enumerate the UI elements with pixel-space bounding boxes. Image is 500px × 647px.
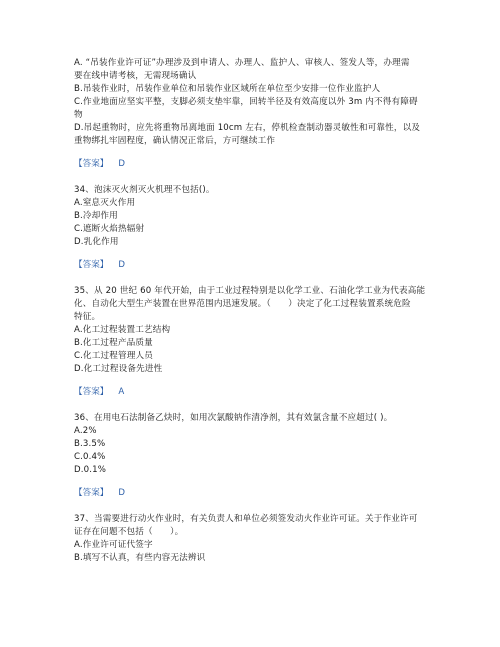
- question-stem-line-1: 37、当需要进行动火作业时，有关负责人和单位必须签发动火作业许可证。关于作业许可: [74, 514, 418, 524]
- question-list: [74, 57, 430, 565]
- option-c: C.遮断火焰热辐射: [74, 224, 145, 234]
- question-37: [74, 513, 430, 565]
- question-36: [74, 412, 430, 500]
- question-stem: 34、泡沫灭火剂灭火机理不包括()。: [74, 185, 215, 195]
- question-33: [74, 57, 430, 171]
- option-b: B.冷却作用: [74, 211, 118, 221]
- answer-value: D: [118, 159, 126, 169]
- answer-row: [74, 487, 430, 500]
- question-stem: 36、在用电石法制备乙炔时，如用次氯酸钠作清净剂，其有效氯含量不应超过( )。: [74, 413, 393, 423]
- option-a-line-2: 要在线申请考核，无需现场确认: [74, 71, 197, 81]
- question-34: [74, 184, 430, 272]
- answer-row: [74, 259, 430, 272]
- option-b-line-1: B.吊装作业时，吊装作业单位和吊装作业区域所在单位至少安排一位作业监护人: [74, 84, 381, 94]
- option-a-line-1: A. “吊装作业许可证”办理涉及到申请人、办理人、监护人、审核人、签发人等，办理需: [74, 58, 410, 68]
- option-c-line-2: 物: [74, 110, 83, 120]
- option-c-line-1: C.作业地面应坚实平整，支脚必须支垫牢靠，回转半径及有效高度以外 3m 内不得有障碍: [74, 97, 418, 107]
- option-d: D.0.1%: [74, 465, 107, 475]
- option-d: D.化工过程设备先进性: [74, 364, 163, 374]
- answer-label: 【答案】: [74, 159, 109, 169]
- question-stem-line-3: 特征。: [74, 312, 101, 322]
- option-c: C.化工过程管理人员: [74, 351, 153, 361]
- option-b: B.填写不认真，有些内容无法辨识: [74, 553, 206, 563]
- option-b: B.化工过程产品质量: [74, 338, 153, 348]
- answer-label: 【答案】: [74, 387, 109, 397]
- answer-row: [74, 158, 430, 171]
- option-b: B.3.5%: [74, 439, 106, 449]
- option-a: A.作业许可证代签字: [74, 540, 153, 550]
- question-35: [74, 285, 430, 399]
- option-a: A.窒息灭火作用: [74, 198, 136, 208]
- answer-value: D: [118, 260, 126, 270]
- question-stem-line-1: 35、从 20 世纪 60 年代开始，由于工业过程特别是以化学工业、石油化学工业为代表高能: [74, 286, 426, 296]
- answer-label: 【答案】: [74, 260, 109, 270]
- question-stem-line-2: 证存在问题不包括（ ）。: [74, 527, 184, 537]
- answer-value: A: [118, 387, 125, 397]
- option-d-line-2: 重物绑扎牢固程度，确认情况正常后，方可继续工作: [74, 136, 276, 146]
- question-stem-line-2: 化、自动化大型生产装置在世界范围内迅速发展。（ ）决定了化工过程装置系统危险: [74, 299, 411, 309]
- option-a: A.2%: [74, 426, 97, 436]
- option-a: A.化工过程装置工艺结构: [74, 325, 171, 335]
- option-d: D.乳化作用: [74, 237, 119, 247]
- option-c: C.0.4%: [74, 452, 106, 462]
- answer-value: D: [118, 488, 126, 498]
- answer-row: [74, 386, 430, 399]
- option-d-line-1: D.吊起重物时，应先将重物吊离地面 10cm 左右，停机检查制动器灵敏性和可靠性，以及: [74, 123, 421, 133]
- answer-label: 【答案】: [74, 488, 109, 498]
